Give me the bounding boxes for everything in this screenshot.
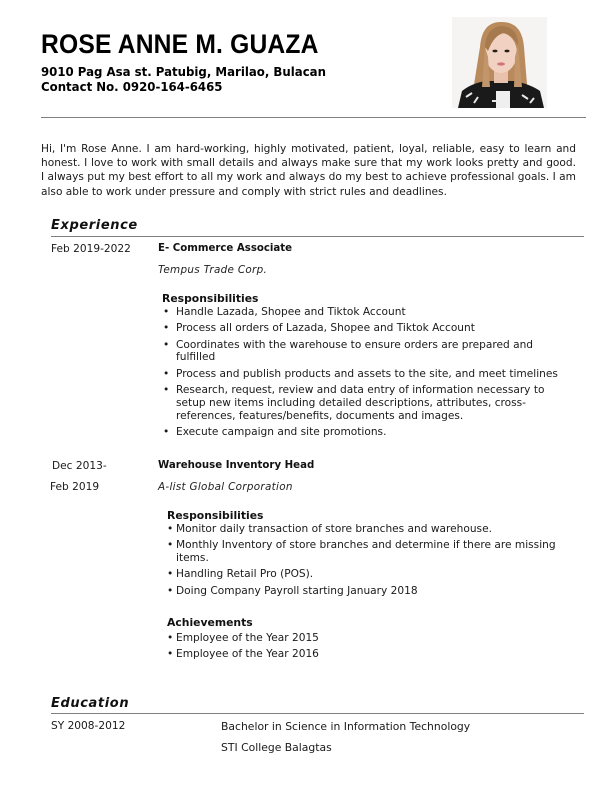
school: STI College Balagtas <box>221 741 332 754</box>
contact-number: Contact No. 0920-164-6465 <box>41 79 223 94</box>
responsibilities-heading: Responsibilities <box>162 292 259 305</box>
experience-divider <box>51 236 584 237</box>
list-item: • Employee of the Year 2015 <box>167 632 319 644</box>
education-heading: Education <box>51 696 130 711</box>
list-item: • Coordinates with the warehouse to ensure orders are prepared and fulfilled <box>163 338 534 364</box>
experience-heading: Experience <box>51 218 138 233</box>
responsibilities-heading: Responsibilities <box>167 509 264 522</box>
candidate-name: ROSE ANNE M. GUAZA <box>41 29 319 59</box>
responsibilities-list <box>167 523 577 597</box>
list-item: • Monthly Inventory of store branches and determine if there are missing items. <box>167 539 556 565</box>
job-date-end: Feb 2019 <box>50 481 100 493</box>
list-item: • Research, request, review and data entry of information necessary to setup new items including detailed descriptions, attributes, cross-references, features/benefits, documents and images. <box>163 383 545 422</box>
company-name: Tempus Trade Corp. <box>158 264 268 276</box>
job-date-start: Dec 2013- <box>52 460 107 472</box>
job-title: Warehouse Inventory Head <box>158 460 315 471</box>
education-divider <box>51 713 584 714</box>
list-item: • Monitor daily transaction of store branches and warehouse. <box>167 523 492 535</box>
degree: Bachelor in Science in Information Technology <box>221 720 471 733</box>
address: 9010 Pag Asa st. Patubig, Marilao, Bulacan <box>41 64 326 79</box>
header-divider <box>41 117 586 118</box>
list-item: • Employee of the Year 2016 <box>167 648 319 661</box>
achievements-list <box>167 632 567 661</box>
list-item: • Execute campaign and site promotions. <box>163 425 387 438</box>
list-item: • Handling Retail Pro (POS). <box>167 568 314 581</box>
profile-photo <box>452 17 547 108</box>
list-item: • Process and publish products and assets to the site, and meet timelines <box>163 367 558 380</box>
company-name: A-list Global Corporation <box>158 481 293 493</box>
list-item: • Handle Lazada, Shopee and Tiktok Account <box>163 306 406 318</box>
job-date: Feb 2019-2022 <box>51 243 131 255</box>
education-date: SY 2008-2012 <box>51 720 126 732</box>
list-item: • Process all orders of Lazada, Shopee and Tiktok Account <box>163 322 475 335</box>
profile-summary: Hi, I'm Rose Anne. I am hard-working, highly motivated, patient, loyal, reliable, easy to learn and honest. I love to work with small details and always make sure that my work looks pretty and good. I always put my best effort to all my work and always do my best to achieve professional goals. I am also able to work under pressure and comply with strict rules and deadlines. <box>41 143 576 198</box>
list-item: • Doing Company Payroll starting January 2018 <box>167 584 418 597</box>
responsibilities-list <box>162 306 572 439</box>
job-title: E- Commerce Associate <box>158 243 293 254</box>
achievements-heading: Achievements <box>167 616 253 629</box>
portrait-icon <box>452 17 547 108</box>
